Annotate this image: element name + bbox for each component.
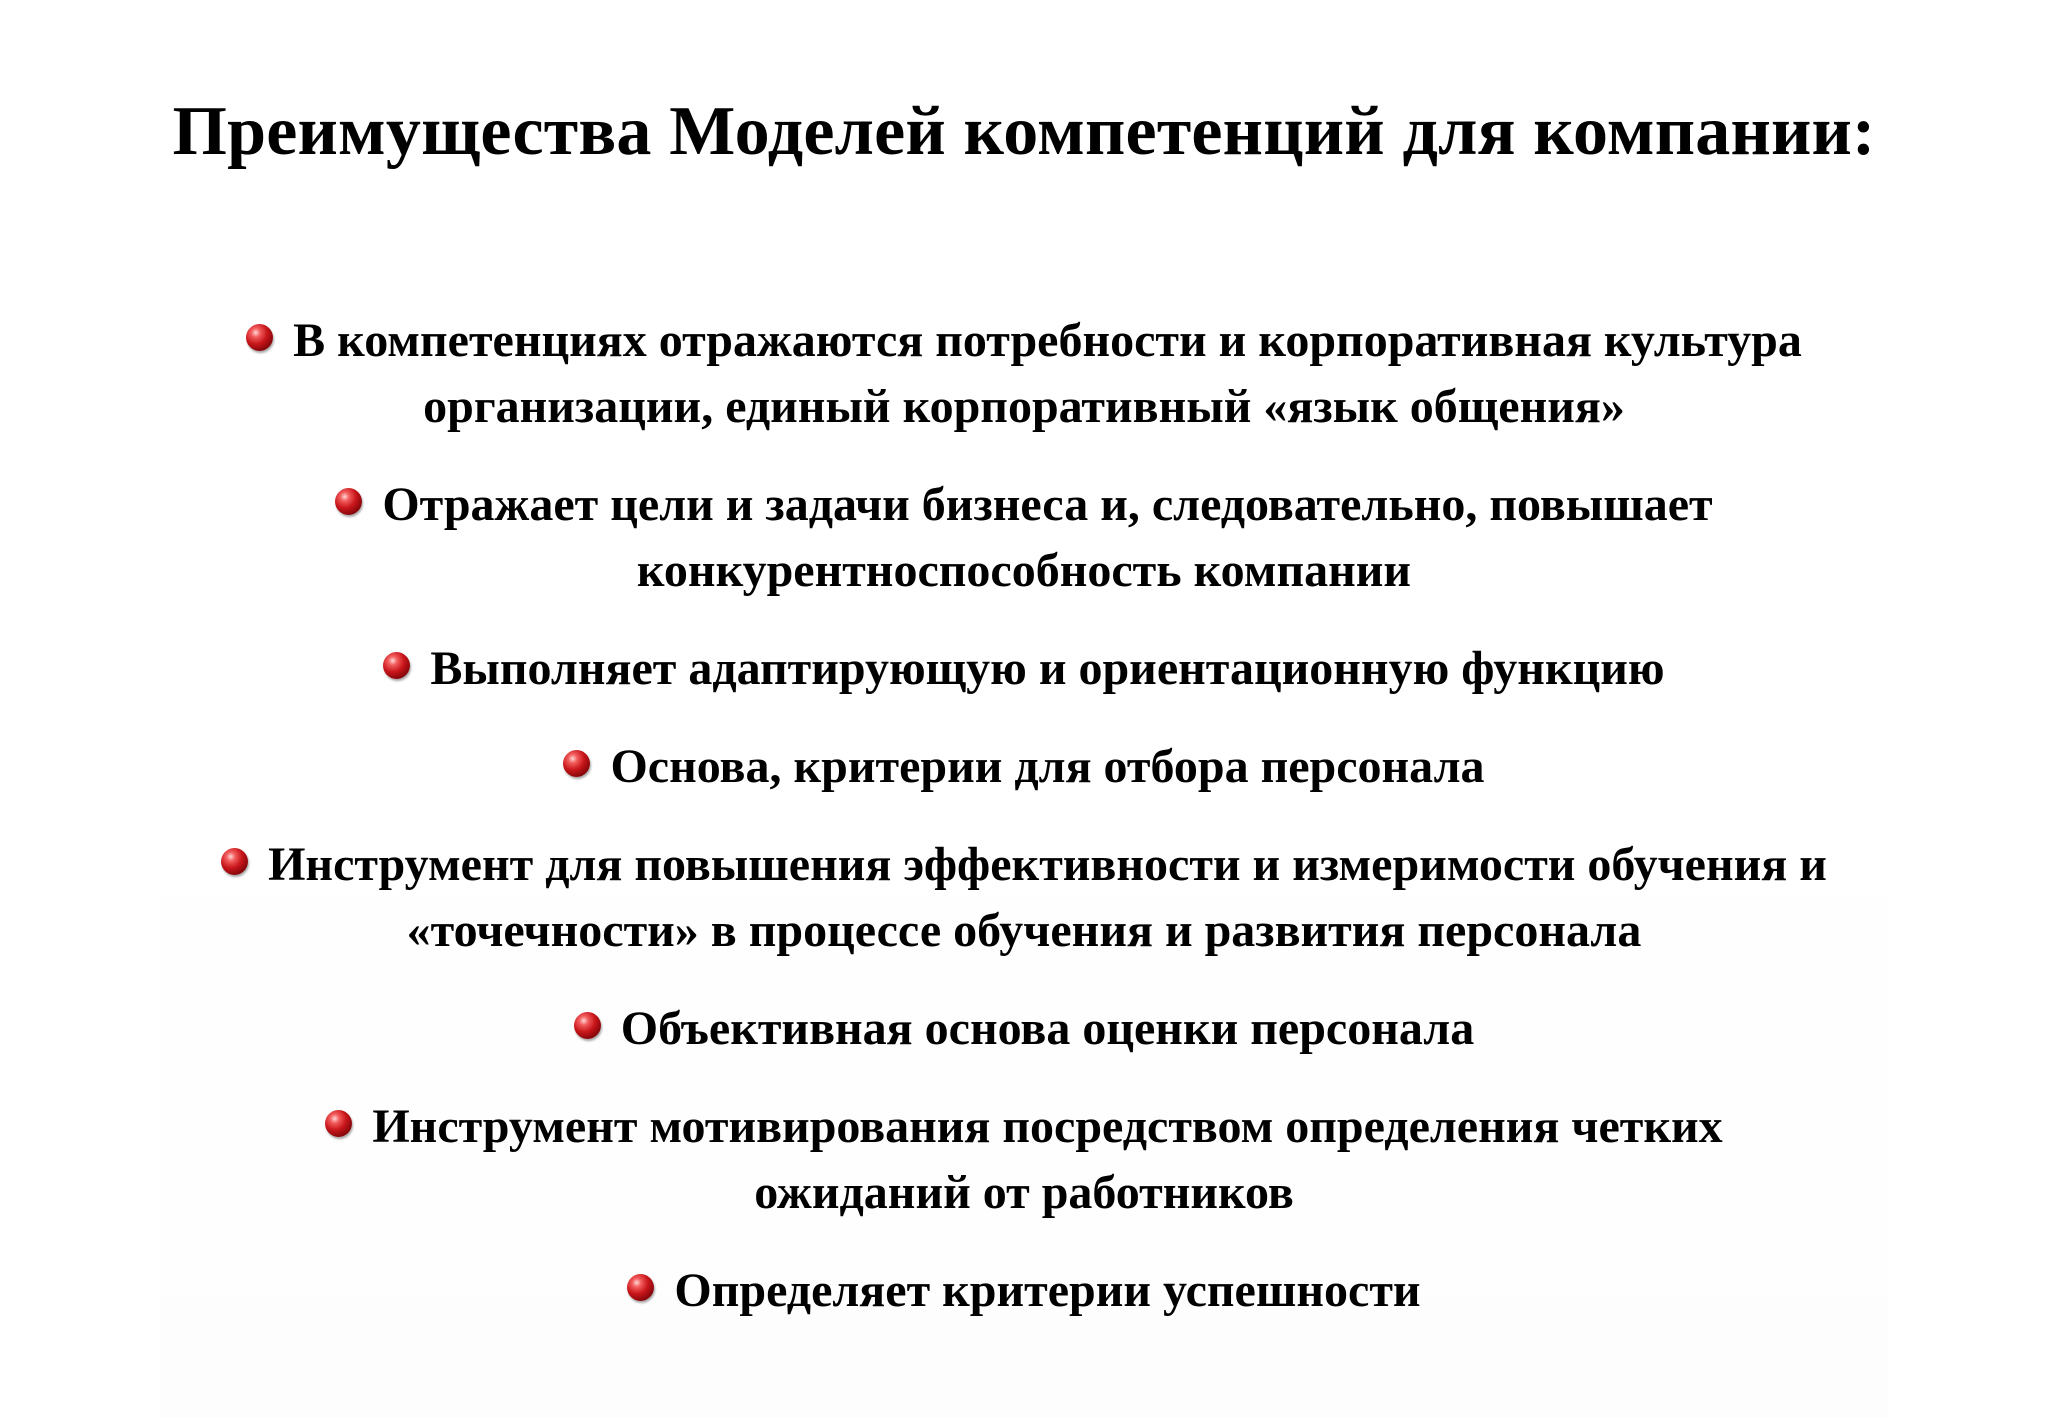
red-sphere-bullet-icon (627, 1274, 654, 1301)
benefits-list (0, 308, 2048, 1356)
list-item-line (0, 472, 2048, 538)
list-item (0, 636, 2048, 702)
list-item-text: В компетенциях отражаются потребности и корпоративная культура (293, 314, 1802, 367)
red-sphere-bullet-icon (574, 1012, 601, 1039)
list-item-line (0, 636, 2048, 702)
list-item (0, 1094, 2048, 1226)
list-item (0, 832, 2048, 964)
slide-title: Преимущества Моделей компетенций для компании: (172, 93, 1876, 170)
list-item-line (0, 1258, 2048, 1324)
red-sphere-bullet-icon (335, 488, 362, 515)
list-item (0, 1258, 2048, 1324)
list-item-text: Определяет критерии успешности (674, 1264, 1421, 1317)
list-item (0, 996, 2048, 1062)
red-sphere-bullet-icon (221, 848, 248, 875)
list-item-text: Выполняет адаптирующую и ориентационную функцию (430, 642, 1665, 695)
list-item-text: Отражает цели и задачи бизнеса и, следовательно, повышает (382, 478, 1713, 531)
red-sphere-bullet-icon (383, 652, 410, 679)
list-item-line: ожиданий от работников (754, 1166, 1294, 1219)
red-sphere-bullet-icon (563, 750, 590, 777)
list-item-line (0, 1094, 2048, 1160)
list-item-line: «точечности» в процессе обучения и развития персонала (406, 904, 1642, 957)
list-item-text: Объективная основа оценки персонала (620, 1002, 1475, 1055)
list-item-line (0, 832, 2048, 898)
list-item-line: конкурентноспособность компании (636, 544, 1412, 597)
list-item (0, 472, 2048, 604)
red-sphere-bullet-icon (246, 324, 273, 351)
list-item-text: Основа, критерии для отбора персонала (610, 740, 1485, 793)
list-item-line (0, 996, 2048, 1062)
list-item (0, 308, 2048, 440)
list-item (0, 734, 2048, 800)
list-item-line (0, 734, 2048, 800)
list-item-line (0, 308, 2048, 374)
list-item-text: Инструмент мотивирования посредством определения четких (372, 1100, 1723, 1153)
list-item-line: организации, единый корпоративный «язык общения» (423, 380, 1625, 433)
red-sphere-bullet-icon (325, 1110, 352, 1137)
list-item-text: Инструмент для повышения эффективности и измеримости обучения и (268, 838, 1827, 891)
